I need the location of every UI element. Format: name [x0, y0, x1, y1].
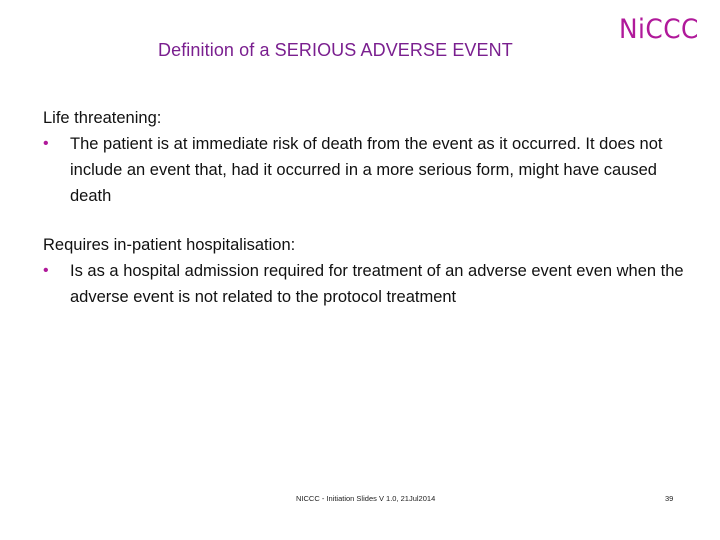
bullet-item	[43, 131, 693, 209]
niccc-logo: NiCCC	[619, 14, 699, 45]
footer-text: NICCC - Initiation Slides V 1.0, 21Jul2014	[296, 494, 436, 503]
bullet-item	[43, 258, 693, 310]
section-heading: Life threatening:	[43, 109, 162, 127]
bullet-icon: •	[43, 135, 49, 152]
bullet-text: Is as a hospital admission required for treatment of an adverse event even when the adverse event is not related to the protocol treatment	[70, 262, 684, 306]
slide-title: Definition of a SERIOUS ADVERSE EVENT	[158, 40, 513, 60]
section-hospitalisation	[43, 232, 693, 310]
section-heading: Requires in-patient hospitalisation:	[43, 236, 296, 254]
bullet-icon: •	[43, 262, 49, 279]
bullet-text: The patient is at immediate risk of death from the event as it occurred. It does not include an event that, had it occurred in a more serious form, might have caused death	[70, 135, 663, 205]
page-number: 39	[665, 494, 674, 503]
section-life-threatening	[43, 105, 693, 209]
